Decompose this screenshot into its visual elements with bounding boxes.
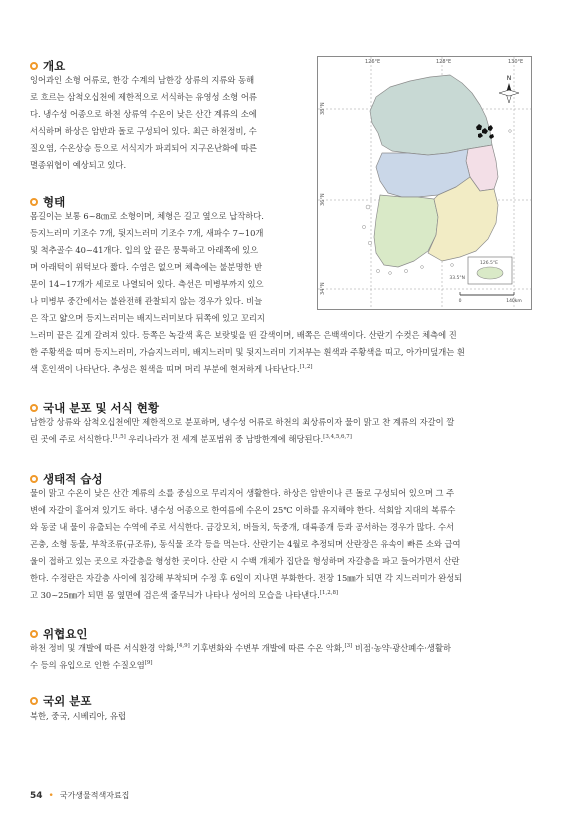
bullet-ring-icon bbox=[30, 404, 38, 412]
text-span: 색 혼인색이 나타난다. 추성은 흰색을 띠며 머리 부분에 현저하게 나타난다. bbox=[30, 364, 300, 374]
reference-superscript: [1,2] bbox=[299, 364, 313, 371]
province-regions bbox=[370, 75, 498, 267]
region-north bbox=[370, 75, 492, 155]
lon-label: 130°E bbox=[508, 59, 524, 65]
text-line: 몸길이는 보통 6~8㎝로 소형이며, 체형은 길고 옆으로 납작하다. bbox=[30, 211, 264, 221]
lat-label: 36°N bbox=[320, 193, 326, 206]
reference-superscript: [9] bbox=[144, 660, 153, 667]
lon-label: 126°E bbox=[365, 59, 381, 65]
inset-lon-label: 126.5°E bbox=[480, 261, 498, 266]
north-label: N bbox=[506, 75, 512, 82]
section-title: 형태 bbox=[43, 195, 66, 209]
section-heading-abroad bbox=[30, 693, 91, 709]
text-line bbox=[30, 657, 555, 674]
publication-title: 국가생물적색자료집 bbox=[59, 791, 130, 800]
text-line: 물이 맑고 수온이 낮은 산간 계류의 소를 중심으로 무리지어 생활한다. 하상은 암반이나 큰 돌로 구성되어 있으며 그 주 bbox=[30, 488, 455, 498]
ecology-text bbox=[30, 485, 555, 604]
reference-superscript: [4,9] bbox=[176, 643, 190, 650]
text-line: 및 척추골수 40~41개다. 입의 앞 끝은 뭉툭하고 아래쪽에 있으 bbox=[30, 245, 259, 255]
text-line bbox=[30, 587, 555, 604]
reference-superscript: [3,4,5,6,7] bbox=[323, 434, 352, 441]
section-title: 생태적 습성 bbox=[43, 472, 103, 486]
page-number: 54 bbox=[30, 790, 43, 801]
text-line bbox=[30, 361, 555, 378]
text-span: 수 등의 유입으로 인한 수질오염 bbox=[30, 660, 145, 670]
text-line: 멸종위협이 예상되고 있다. bbox=[30, 160, 127, 170]
text-line: 서식하며 하상은 암반과 돌로 구성되어 있다. 최근 하천정비, 수 bbox=[30, 126, 257, 136]
text-line: 한다. 수정란은 자갈층 사이에 침강해 부착되며 수정 후 6일이 지나면 부화한다. 전장 15㎜가 되면 각 지느러미가 완성되 bbox=[30, 573, 463, 583]
inset-lat-label: 33.5°N bbox=[449, 276, 465, 281]
text-span: 기후변화와 수변부 개발에 따른 수온 악화, bbox=[189, 643, 345, 653]
text-line: 울이 접하고 있는 곳으로 자갈층을 형성한 곳이다. 산란 시 수백 개체가 집단을 형성하며 자갈층을 파고 들어가면서 산란 bbox=[30, 556, 460, 566]
bullet-ring-icon bbox=[30, 198, 38, 206]
text-line bbox=[30, 640, 555, 657]
text-line: 질오염, 수온상승 등으로 서식지가 파괴되어 지구온난화에 따른 bbox=[30, 143, 257, 153]
distribution-map bbox=[317, 56, 532, 310]
bullet-ring-icon bbox=[30, 630, 38, 638]
abroad-text bbox=[30, 708, 555, 725]
text-span: 하천 정비 및 개발에 따른 서식환경 악화, bbox=[30, 643, 177, 653]
text-line: 잉어과인 소형 어류로, 한강 수계의 남한강 상류의 지류와 동해 bbox=[30, 75, 255, 85]
lat-label: 38°N bbox=[320, 102, 326, 115]
reference-superscript: [1,2,8] bbox=[319, 590, 339, 597]
text-line: 변에 자갈이 흩어져 있기도 하다. 냉수성 어종으로 한여름에 수온이 25℃ 이하를 유지해야 한다. 석회암 지대의 복류수 bbox=[30, 505, 456, 515]
text-line bbox=[30, 431, 555, 448]
bullet-ring-icon bbox=[30, 697, 38, 705]
text-line: 느러미 끝은 깊게 갈려져 있다. 등쪽은 녹갈색 혹은 보랏빛을 띤 갈색이며, 배쪽은 은백색이다. 산란기 수컷은 체측에 진 bbox=[30, 330, 457, 340]
reference-superscript: [1,5] bbox=[112, 434, 126, 441]
korea-map-svg bbox=[318, 57, 531, 309]
text-line: 북한, 중국, 시베리아, 유럽 bbox=[30, 711, 126, 721]
bullet-ring-icon bbox=[30, 62, 38, 70]
text-line: 며 아래턱이 위턱보다 짧다. 수염은 없으며 체측에는 불분명한 반 bbox=[30, 262, 263, 272]
lon-label: 128°E bbox=[436, 59, 452, 65]
section-title: 개요 bbox=[43, 59, 66, 73]
bullet-ring-icon bbox=[30, 475, 38, 483]
section-title: 국내 분포 및 서식 현황 bbox=[43, 401, 159, 415]
text-line: 다. 냉수성 어종으로 하천 상류역 수온이 낮은 산간 계류의 소에 bbox=[30, 109, 257, 119]
overview-text bbox=[30, 72, 312, 174]
text-line: 등지느러미 기조수 7개, 뒷지느러미 기조수 7개, 새파수 7~10개 bbox=[30, 228, 264, 238]
text-span: 고 30~25㎜가 되면 몸 옆면에 검은색 줄무늬가 나타나 성어의 모습을 나타낸다. bbox=[30, 590, 320, 600]
reference-superscript: [3] bbox=[344, 643, 353, 650]
section-title: 국외 분포 bbox=[43, 694, 92, 708]
region-southwest bbox=[374, 195, 438, 267]
morphology-text-wide bbox=[30, 327, 555, 378]
scale-start-label: 0 bbox=[458, 299, 462, 304]
text-span: 린 곳에 주로 서식한다. bbox=[30, 434, 113, 444]
north-arrow-icon bbox=[499, 75, 519, 103]
text-line: 나 미병부 중간에서는 불완전해 관찰되지 않는 경우가 있다. 비늘 bbox=[30, 296, 263, 306]
text-line: 곤충, 소형 동물, 부착조류(규조류), 동식물 조각 등을 먹는다. 산란기는 4월로 추정되며 산란장은 유속이 빠른 소와 급여 bbox=[30, 539, 461, 549]
morphology-text-narrow bbox=[30, 208, 312, 327]
footer-separator: • bbox=[48, 790, 54, 801]
scale-end-label: 140km bbox=[506, 299, 522, 304]
text-line: 문이 14~17개가 세로로 나열되어 있다. 측선은 미병부까지 있으 bbox=[30, 279, 264, 289]
jeju-inset bbox=[449, 257, 512, 284]
distribution-text bbox=[30, 414, 555, 448]
threats-text bbox=[30, 640, 555, 674]
text-span: 비점·농약·광산폐수·생활하 bbox=[352, 643, 451, 653]
section-title: 위협요인 bbox=[43, 627, 88, 641]
text-line: 한 주황색을 띠며 등지느러미, 가슴지느러미, 배지느러미 및 뒷지느러미 기저부는 흰색과 주황색을 띠고, 아가미덮개는 흰 bbox=[30, 347, 465, 357]
text-line: 은 작고 얇으며 등지느러미는 배지느러미보다 뒤쪽에 있고 꼬리지 bbox=[30, 313, 265, 323]
scale-bar bbox=[459, 292, 522, 304]
text-span: 우리나라가 전 세계 분포범위 중 남방한계에 해당된다. bbox=[125, 434, 324, 444]
text-line: 남한강 상류와 삼척오십천에만 제한적으로 분포하며, 냉수성 어류로 하천의 최상류이자 물이 맑고 찬 계류의 자갈이 깔 bbox=[30, 417, 455, 427]
text-line: 와 동굴 내 물이 유출되는 수역에 주로 서식한다. 금강모치, 버들치, 둑중개, 대륙종개 등과 공서하는 경우가 많다. 수서 bbox=[30, 522, 455, 532]
page-footer bbox=[30, 790, 129, 801]
lat-label: 34°N bbox=[320, 282, 326, 295]
text-line: 로 흐르는 삼척오십천에 제한적으로 서식하는 유영성 소형 어류 bbox=[30, 92, 257, 102]
